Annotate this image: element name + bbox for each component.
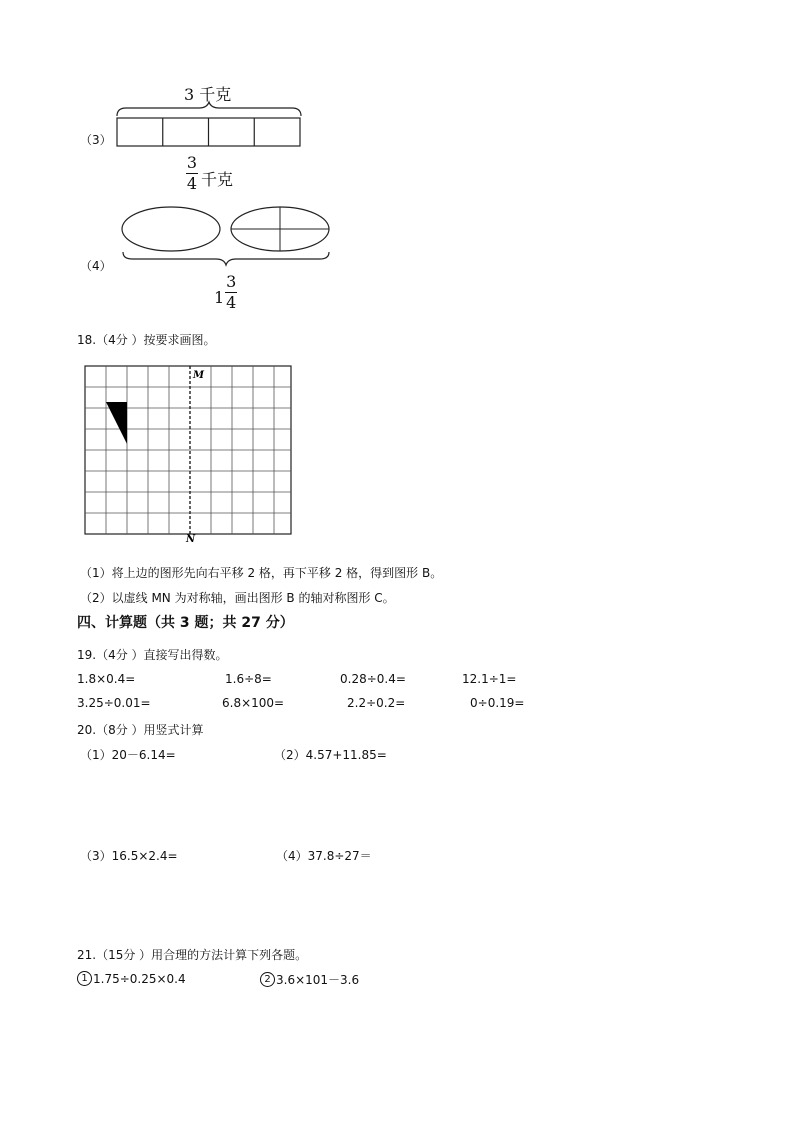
fraction: [186, 155, 198, 192]
q17-part4-ovals: [120, 205, 332, 263]
q21-title: 21.（15分 ）用合理的方法计算下列各题。: [77, 948, 308, 962]
q17-part4-mixed-number: [214, 274, 237, 311]
q17-part3-brace-and-bar: [116, 102, 302, 150]
q19-item: 6.8×100=: [222, 696, 285, 710]
fraction-numerator: 3: [186, 153, 198, 172]
axis-label-m: M: [193, 370, 205, 381]
q19-item: 2.2÷0.2=: [347, 696, 406, 710]
top-brace: [117, 102, 301, 116]
q21-expression: 1.75÷0.25×0.4: [93, 971, 186, 986]
section-heading: 四、计算题（共 3 题；共 27 分）: [77, 615, 294, 631]
q19-item: 1.8×0.4=: [77, 672, 136, 686]
axis-label-n: N: [186, 534, 196, 545]
whole-oval: [122, 207, 220, 251]
q18-title: 18.（4分 ）按要求画图。: [77, 333, 216, 347]
fraction-denominator: 4: [186, 174, 198, 193]
q21-expression: 3.6×101－3.6: [276, 973, 360, 987]
q17-part3-brace-text: 3 千克: [184, 85, 232, 104]
circled-number: 1: [77, 971, 92, 986]
q20-title: 20.（8分 ）用竖式计算: [77, 723, 204, 737]
q19-item: 3.25÷0.01=: [77, 696, 151, 710]
q20-part-3: （3）16.5×2.4=: [80, 849, 178, 863]
q20-part-2: （2）4.57+11.85=: [274, 748, 387, 762]
bottom-brace: [123, 252, 329, 265]
q19-item: 12.1÷1=: [462, 672, 517, 686]
mixed-whole: 1: [214, 288, 225, 307]
circled-number: 2: [260, 972, 275, 987]
fraction-unit: 千克: [201, 170, 234, 189]
q21-part-1: [77, 971, 186, 986]
q17-part3-label: （3）: [80, 133, 112, 147]
grid: [85, 366, 291, 534]
q18-instruction-1: （1）将上边的图形先向右平移 2 格，再下平移 2 格，得到图形 B。: [80, 566, 443, 580]
q17-part3-fraction-label: [186, 155, 233, 192]
fraction-denominator: 4: [226, 293, 237, 312]
q20-part-4: （4）37.8÷27＝: [276, 849, 372, 863]
black-triangle: [106, 402, 127, 444]
fraction: [225, 274, 237, 311]
q19-item: 0.28÷0.4=: [340, 672, 406, 686]
q19-title: 19.（4分 ）直接写出得数。: [77, 648, 228, 662]
q18-grid-figure: [85, 366, 297, 548]
fraction-numerator: 3: [226, 272, 237, 291]
q21-part-2: [260, 971, 359, 988]
q20-part-1: （1）20－6.14=: [80, 748, 176, 762]
q19-item: 0÷0.19=: [470, 696, 525, 710]
q17-part4-label: （4）: [80, 259, 112, 273]
q18-instruction-2: （2）以虚线 MN 为对称轴，画出图形 B 的轴对称图形 C。: [80, 591, 395, 605]
q19-item: 1.6÷8=: [225, 672, 272, 686]
